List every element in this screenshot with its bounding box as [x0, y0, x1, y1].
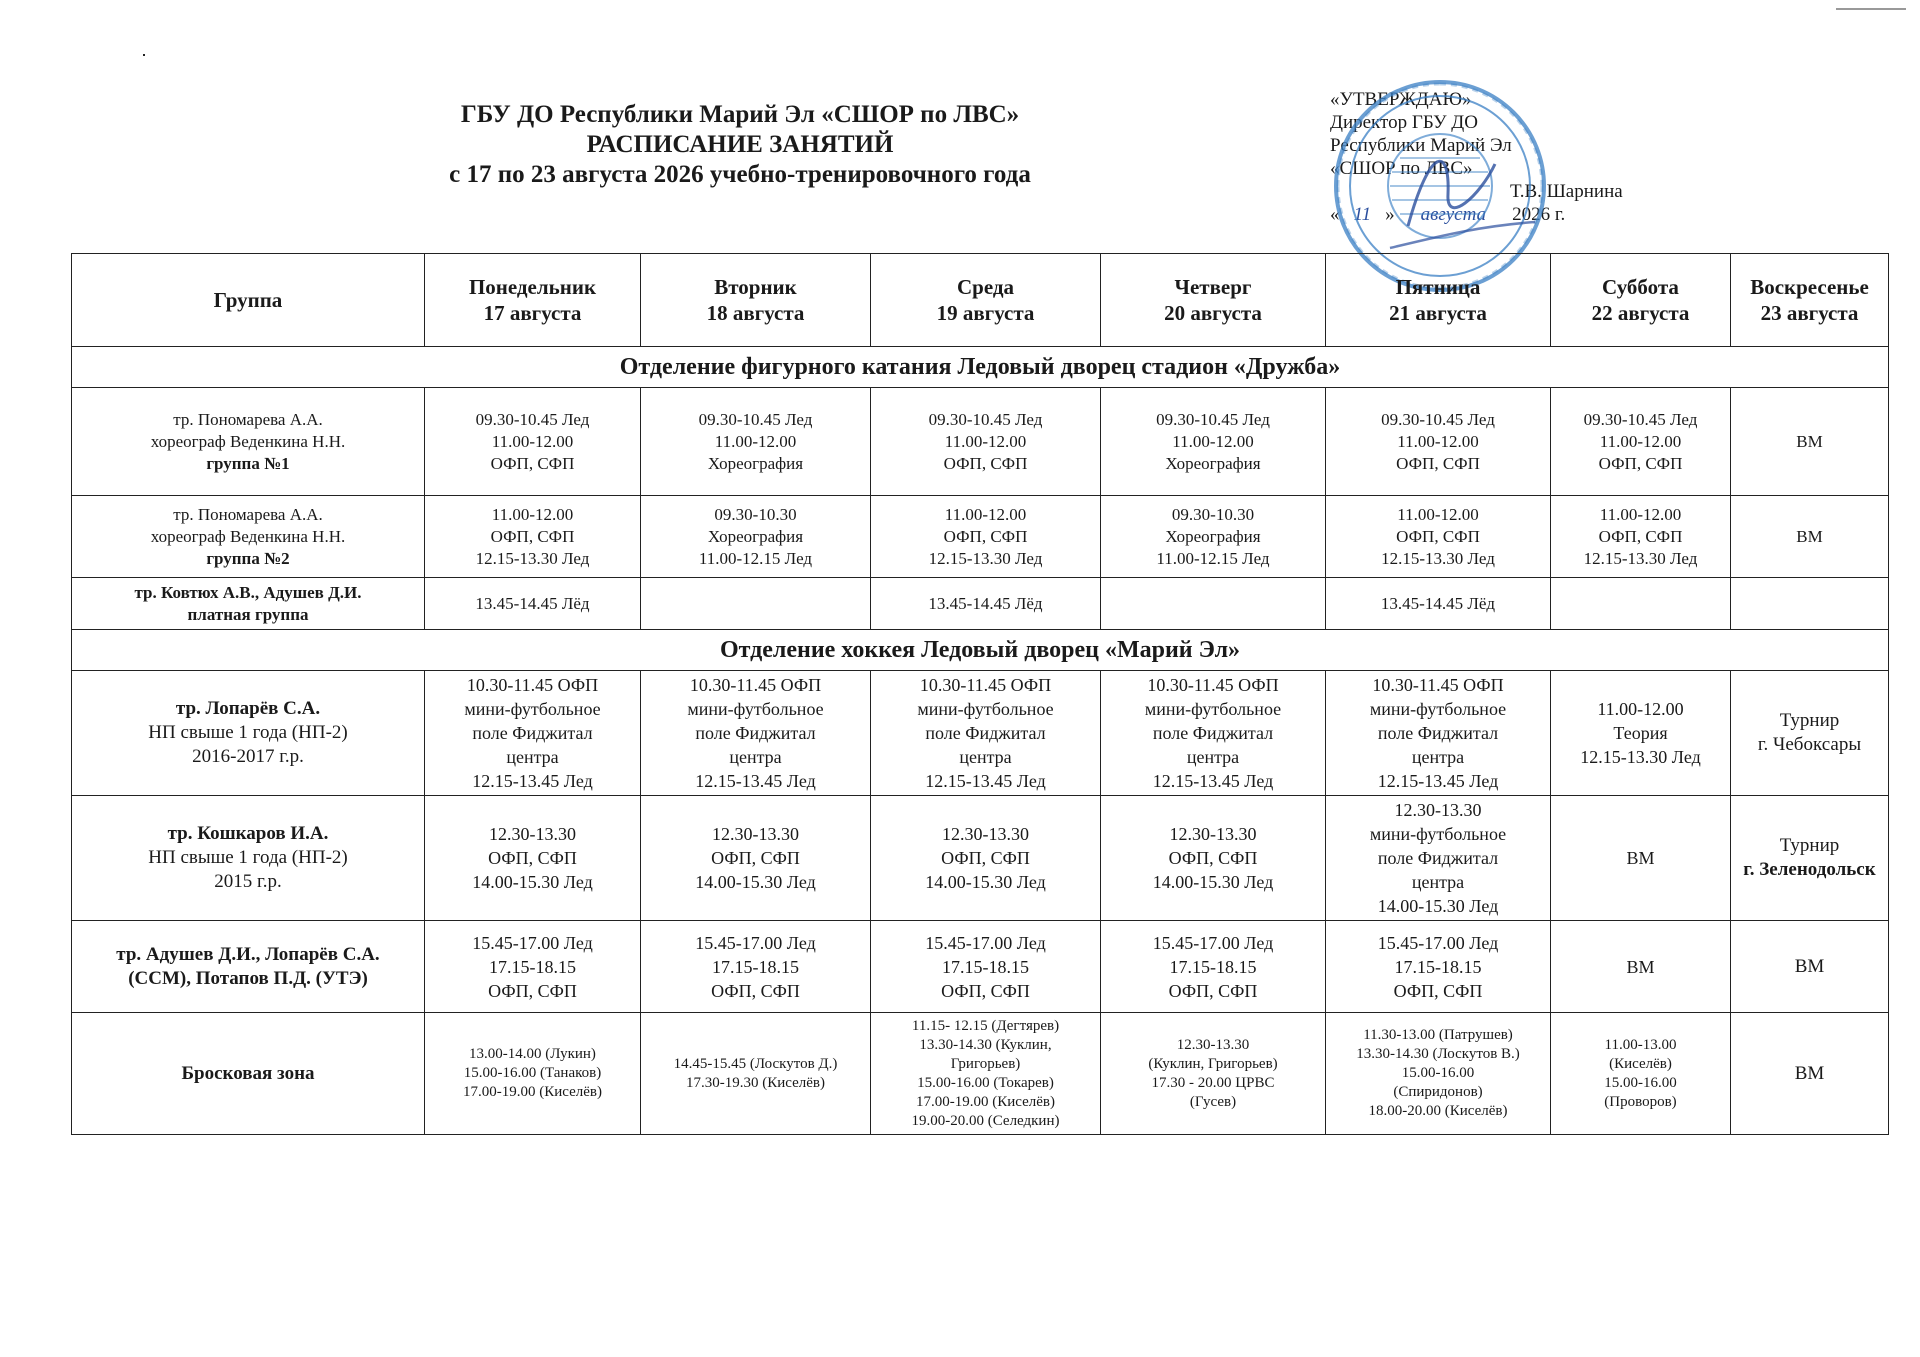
schedule-row [72, 388, 1889, 496]
schedule-cell: ВМ [1731, 921, 1889, 1013]
schedule-cell: 09.30-10.45 Лед 11.00-12.00 ОФП, СФП [425, 388, 641, 496]
approval-day: 11 [1353, 204, 1372, 225]
schedule-cell: 15.45-17.00 Лед 17.15-18.15 ОФП, СФП [1101, 921, 1326, 1013]
schedule-period: с 17 по 23 августа 2026 учебно-тренировочного года [449, 161, 1031, 188]
schedule-cell: 13.00-14.00 (Лукин) 15.00-16.00 (Танаков) 17.00-19.00 (Киселёв) [425, 1013, 641, 1135]
schedule-cell [1101, 578, 1326, 630]
schedule-cell: ВМ [1731, 1013, 1889, 1135]
schedule-cell: 14.45-15.45 (Лоскутов Д.) 17.30-19.30 (Киселёв) [641, 1013, 871, 1135]
schedule-row [72, 1013, 1889, 1135]
schedule-cell: 11.15- 12.15 (Дегтярев) 13.30-14.30 (Куклин, Григорьев) 15.00-16.00 (Токарев) 17.00-19.00 (Киселёв) 19.00-20.00 (Селедкин) [871, 1013, 1101, 1135]
schedule-cell: 12.30-13.30 (Куклин, Григорьев) 17.30 - 20.00 ЦРВС (Гусев) [1101, 1013, 1326, 1135]
schedule-cell: 12.30-13.30 ОФП, СФП 14.00-15.30 Лед [871, 796, 1101, 921]
schedule-cell: 12.30-13.30 ОФП, СФП 14.00-15.30 Лед [1101, 796, 1326, 921]
schedule-cell: 10.30-11.45 ОФП мини-футбольное поле Фиджитал центра 12.15-13.45 Лед [425, 671, 641, 796]
scan-speck [143, 54, 145, 56]
schedule-cell: Турнир г. Чебоксары [1731, 671, 1889, 796]
section-hockey: Отделение хоккея Ледовый дворец «Марий Эл» [72, 630, 1889, 671]
schedule-cell: 12.30-13.30 ОФП, СФП 14.00-15.30 Лед [425, 796, 641, 921]
schedule-cell: 09.30-10.30 Хореография 11.00-12.15 Лед [641, 496, 871, 578]
section-row [72, 347, 1889, 388]
schedule-cell: 09.30-10.30 Хореография 11.00-12.15 Лед [1101, 496, 1326, 578]
schedule-row [72, 578, 1889, 630]
header-row [72, 254, 1889, 347]
schedule-cell: 15.45-17.00 Лед 17.15-18.15 ОФП, СФП [641, 921, 871, 1013]
schedule-cell: 15.45-17.00 Лед 17.15-18.15 ОФП, СФП [871, 921, 1101, 1013]
group-cell: тр. Кошкаров И.А. НП свыше 1 года (НП-2) 2015 г.р. [72, 796, 425, 921]
schedule-cell: 13.45-14.45 Лёд [425, 578, 641, 630]
schedule-cell [1731, 578, 1889, 630]
schedule-cell: 09.30-10.45 Лед 11.00-12.00 ОФП, СФП [1326, 388, 1551, 496]
schedule-cell: ВМ [1731, 496, 1889, 578]
scan-mark [1836, 8, 1906, 10]
schedule-cell: 15.45-17.00 Лед 17.15-18.15 ОФП, СФП [1326, 921, 1551, 1013]
schedule-row [72, 921, 1889, 1013]
group-cell: тр. Лопарёв С.А. НП свыше 1 года (НП-2) 2016-2017 г.р. [72, 671, 425, 796]
schedule-cell: Турнир г. Зеленодольск [1731, 796, 1889, 921]
col-header-saturday: Суббота 22 августа [1551, 254, 1731, 347]
schedule-cell: 10.30-11.45 ОФП мини-футбольное поле Фиджитал центра 12.15-13.45 Лед [641, 671, 871, 796]
section-figure-skating: Отделение фигурного катания Ледовый дворец стадион «Дружба» [72, 347, 1889, 388]
approval-org-short: «СШОР по ЛВС» [1330, 158, 1473, 179]
schedule-table [71, 253, 1889, 1135]
schedule-cell: 10.30-11.45 ОФП мини-футбольное поле Фиджитал центра 12.15-13.45 Лед [1101, 671, 1326, 796]
col-header-sunday: Воскресенье 23 августа [1731, 254, 1889, 347]
col-header-friday: Пятница 21 августа [1326, 254, 1551, 347]
org-name: ГБУ ДО Республики Марий Эл «СШОР по ЛВС» [460, 101, 1020, 128]
schedule-cell: 11.00-13.00 (Киселёв) 15.00-16.00 (Проворов) [1551, 1013, 1731, 1135]
schedule-cell: 11.30-13.00 (Патрушев) 13.30-14.30 (Лоскутов В.) 15.00-16.00 (Спиридонов) 18.00-20.00 (Киселёв) [1326, 1013, 1551, 1135]
approval-org-line: Республики Марий Эл [1330, 135, 1512, 156]
col-header-wednesday: Среда 19 августа [871, 254, 1101, 347]
schedule-cell: 15.45-17.00 Лед 17.15-18.15 ОФП, СФП [425, 921, 641, 1013]
schedule-cell [1551, 578, 1731, 630]
schedule-cell: 11.00-12.00 ОФП, СФП 12.15-13.30 Лед [1551, 496, 1731, 578]
approval-month: августа [1420, 204, 1487, 225]
group-cell: Бросковая зона [72, 1013, 425, 1135]
group-cell: тр. Пономарева А.А. хореограф Веденкина Н.Н. группа №2 [72, 496, 425, 578]
schedule-cell: 11.00-12.00 ОФП, СФП 12.15-13.30 Лед [425, 496, 641, 578]
group-cell: тр. Ковтюх А.В., Адушев Д.И. платная группа [72, 578, 425, 630]
schedule-cell: 09.30-10.45 Лед 11.00-12.00 ОФП, СФП [871, 388, 1101, 496]
schedule-cell: ВМ [1551, 796, 1731, 921]
approval-signer: Т.В. Шарнина [1510, 181, 1623, 202]
schedule-cell: 11.00-12.00 Теория 12.15-13.30 Лед [1551, 671, 1731, 796]
schedule-cell: ВМ [1551, 921, 1731, 1013]
group-cell: тр. Адушев Д.И., Лопарёв С.А. (ССМ), Потапов П.Д. (УТЭ) [72, 921, 425, 1013]
schedule-cell: 09.30-10.45 Лед 11.00-12.00 ОФП, СФП [1551, 388, 1731, 496]
schedule-cell: 09.30-10.45 Лед 11.00-12.00 Хореография [641, 388, 871, 496]
schedule-cell [641, 578, 871, 630]
schedule-cell: 11.00-12.00 ОФП, СФП 12.15-13.30 Лед [871, 496, 1101, 578]
section-row [72, 630, 1889, 671]
schedule-cell: ВМ [1731, 388, 1889, 496]
document-header [360, 100, 1120, 190]
schedule-cell: 09.30-10.45 Лед 11.00-12.00 Хореография [1101, 388, 1326, 496]
schedule-cell: 13.45-14.45 Лёд [871, 578, 1101, 630]
group-cell: тр. Пономарева А.А. хореограф Веденкина Н.Н. группа №1 [72, 388, 425, 496]
schedule-cell: 10.30-11.45 ОФП мини-футбольное поле Фиджитал центра 12.15-13.45 Лед [1326, 671, 1551, 796]
schedule-cell: 12.30-13.30 мини-футбольное поле Фиджитал центра 14.00-15.30 Лед [1326, 796, 1551, 921]
schedule-cell: 12.30-13.30 ОФП, СФП 14.00-15.30 Лед [641, 796, 871, 921]
col-header-monday: Понедельник 17 августа [425, 254, 641, 347]
schedule-row [72, 796, 1889, 921]
col-header-group: Группа [72, 254, 425, 347]
approval-block [1330, 88, 1660, 226]
approval-position: Директор ГБУ ДО [1330, 112, 1478, 133]
col-header-thursday: Четверг 20 августа [1101, 254, 1326, 347]
approval-heading: «УТВЕРЖДАЮ» [1330, 89, 1472, 110]
schedule-row [72, 671, 1889, 796]
approval-date: « 11 » августа 2026 г. [1330, 204, 1566, 225]
schedule-cell: 13.45-14.45 Лёд [1326, 578, 1551, 630]
schedule-cell: 10.30-11.45 ОФП мини-футбольное поле Фиджитал центра 12.15-13.45 Лед [871, 671, 1101, 796]
schedule-cell: 11.00-12.00 ОФП, СФП 12.15-13.30 Лед [1326, 496, 1551, 578]
document-title: РАСПИСАНИЕ ЗАНЯТИЙ [586, 131, 894, 158]
schedule-row [72, 496, 1889, 578]
col-header-tuesday: Вторник 18 августа [641, 254, 871, 347]
